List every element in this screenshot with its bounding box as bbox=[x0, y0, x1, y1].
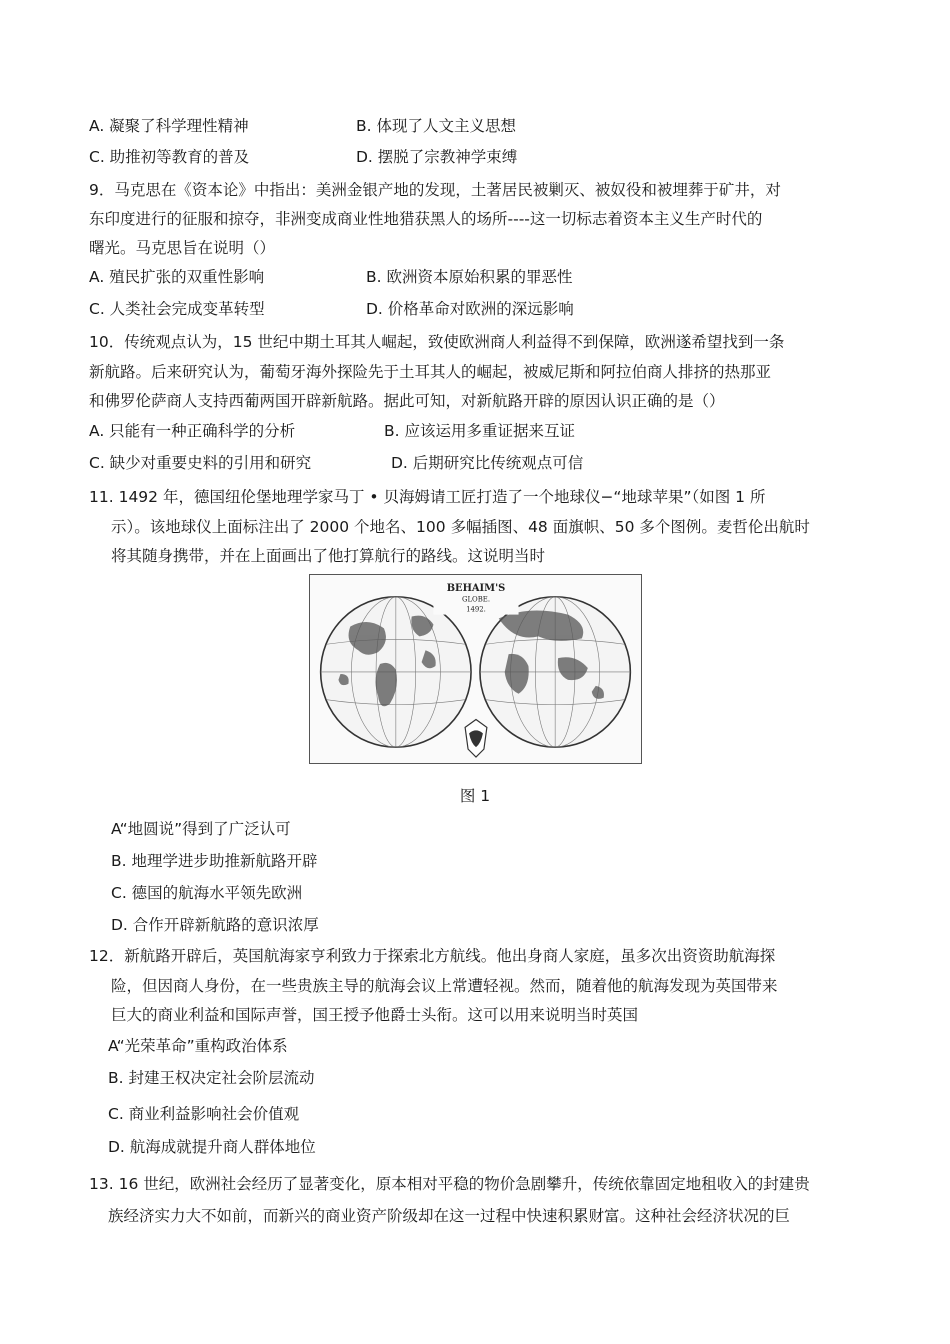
figure-caption: 图 1 bbox=[459, 787, 491, 805]
q10-option-a: A. 只能有一种正确科学的分析 bbox=[89, 422, 296, 440]
q13-stem-line-1: 13. 16 世纪，欧洲社会经历了显著变化，原本相对平稳的物价急剧攀升，传统依靠固定地租收入的封建贵 bbox=[89, 1175, 810, 1193]
q8-option-c: C. 助推初等教育的普及 bbox=[89, 148, 250, 166]
q11-stem-line-1: 11. 1492 年，德国纽伦堡地理学家马丁 • 贝海姆请工匠打造了一个地球仪−“地球苹果”（如图 1 所 bbox=[89, 488, 766, 506]
q12-stem-line-2: 险，但因商人身份，在一些贵族主导的航海会议上常遭轻视。然而，随着他的航海发现为英国带来 bbox=[111, 977, 778, 995]
eagle-crest-icon bbox=[465, 719, 487, 757]
q8-option-b: B. 体现了人文主义思想 bbox=[356, 117, 516, 135]
behaim-globe-figure bbox=[309, 574, 642, 764]
q9-stem-line-2: 东印度进行的征服和掠夺，非洲变成商业性地猎获黑人的场所----这一切标志着资本主义生产时代的 bbox=[89, 210, 763, 228]
q12-option-d: D. 航海成就提升商人群体地位 bbox=[108, 1138, 316, 1156]
q10-stem-line-3: 和佛罗伦萨商人支持西葡两国开辟新航路。据此可知，对新航路开辟的原因认识正确的是（） bbox=[89, 392, 725, 410]
q11-option-c: C. 德国的航海水平领先欧洲 bbox=[111, 884, 303, 902]
q9-option-a: A. 殖民扩张的双重性影响 bbox=[89, 268, 265, 286]
world-map-illustration bbox=[310, 575, 641, 763]
q11-stem-line-2: 示）。该地球仪上面标注出了 2000 个地名、100 多幅插图、48 面旗帜、50 多个图例。麦哲伦出航时 bbox=[111, 518, 810, 536]
q11-stem-line-3: 将其随身携带，并在上面画出了他打算航行的路线。这说明当时 bbox=[111, 547, 546, 565]
figure-year: 1492. bbox=[466, 605, 486, 614]
q12-option-a: A“光荣革命”重构政治体系 bbox=[108, 1037, 288, 1055]
q9-option-b: B. 欧洲资本原始积累的罪恶性 bbox=[366, 268, 573, 286]
q12-stem-line-1: 12．新航路开辟后，英国航海家亨利致力于探索北方航线。他出身商人家庭，虽多次出资资助航海探 bbox=[89, 947, 776, 965]
q8-option-d: D. 摆脱了宗教神学束缚 bbox=[356, 148, 518, 166]
q11-option-d: D. 合作开辟新航路的意识浓厚 bbox=[111, 916, 319, 934]
q9-option-d: D. 价格革命对欧洲的深远影响 bbox=[366, 300, 574, 318]
q13-stem-line-2: 族经济实力大不如前，而新兴的商业资产阶级却在这一过程中快速积累财富。这种社会经济状况的巨 bbox=[108, 1207, 791, 1225]
q10-option-b: B. 应该运用多重证据来互证 bbox=[384, 422, 575, 440]
figure-title: BEHAIM'S bbox=[446, 582, 506, 594]
q12-option-c: C. 商业利益影响社会价值观 bbox=[108, 1105, 300, 1123]
q11-option-b: B. 地理学进步助推新航路开辟 bbox=[111, 852, 318, 870]
q10-stem-line-1: 10．传统观点认为，15 世纪中期土耳其人崛起，致使欧洲商人利益得不到保障，欧洲遂希望找到一条 bbox=[89, 333, 785, 351]
q9-option-c: C. 人类社会完成变革转型 bbox=[89, 300, 265, 318]
q12-option-b: B. 封建王权决定社会阶层流动 bbox=[108, 1069, 315, 1087]
q8-option-a: A. 凝聚了科学理性精神 bbox=[89, 117, 249, 135]
q9-stem-line-1: 9．马克思在《资本论》中指出：美洲金银产地的发现，土著居民被剿灭、被奴役和被埋葬于矿井，对 bbox=[89, 181, 781, 199]
q10-option-d: D. 后期研究比传统观点可信 bbox=[391, 454, 584, 472]
q10-option-c: C. 缺少对重要史料的引用和研究 bbox=[89, 454, 312, 472]
q12-stem-line-3: 巨大的商业利益和国际声誉，国王授予他爵士头衔。这可以用来说明当时英国 bbox=[111, 1006, 639, 1024]
figure-subtitle: GLOBE. bbox=[461, 595, 491, 604]
q11-option-a: A“地圆说”得到了广泛认可 bbox=[111, 820, 291, 838]
q10-stem-line-2: 新航路。后来研究认为，葡萄牙海外探险先于土耳其人的崛起，被威尼斯和阿拉伯商人排挤的热那亚 bbox=[89, 363, 772, 381]
q9-stem-line-3: 曙光。马克思旨在说明（） bbox=[89, 239, 276, 257]
